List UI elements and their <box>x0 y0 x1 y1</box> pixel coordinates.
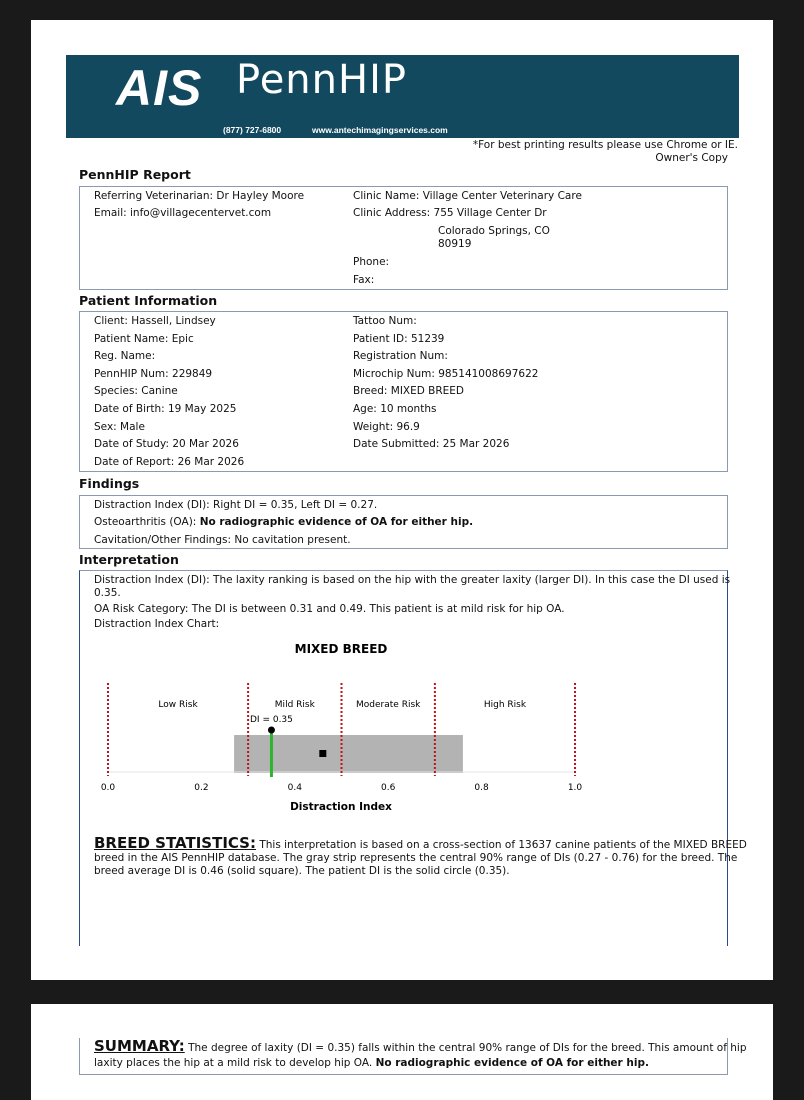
patient-di-label: DI = 0.35 <box>250 715 293 725</box>
interp-line3: Distraction Index Chart: <box>94 618 220 630</box>
patient-left-label: Client: <box>94 315 128 327</box>
patient-left-label: PennHIP Num: <box>94 367 169 380</box>
patient-right-label: Registration Num: <box>353 350 448 363</box>
report-page-2 <box>31 1004 773 1100</box>
breed-stats-line1: BREED STATISTICS: This interpretation is based on a cross-section of 13637 canine patients of the MIXED BREED <box>94 834 747 852</box>
banner-website: www.antechimagingservices.com <box>312 125 448 135</box>
pennhip-logo: PennHIP <box>236 57 408 103</box>
report-page-1 <box>31 20 773 980</box>
phone-label: Phone: <box>353 256 390 268</box>
patient-right-value: 25 Mar 2026 <box>439 438 510 451</box>
x-tick-label: 0.4 <box>287 783 302 793</box>
patient-right-row <box>353 403 436 415</box>
findings-di: Distraction Index (DI): Right DI = 0.35, Left DI = 0.27. <box>94 499 378 511</box>
breed-stats-heading: BREED STATISTICS: <box>94 834 256 852</box>
banner-phone: (877) 727-6800 <box>223 125 282 135</box>
patient-right-row <box>353 368 538 380</box>
patient-di-point <box>268 727 275 734</box>
patient-left-value: 20 Mar 2026 <box>168 438 239 451</box>
interp-line1b: 0.35. <box>94 587 121 599</box>
risk-zone-label: High Risk <box>483 700 527 710</box>
findings-title: Findings <box>79 476 140 491</box>
patient-left-row <box>94 438 239 450</box>
breed-statistics <box>94 834 747 878</box>
findings-oa: Osteoarthritis (OA): No radiographic evidence of OA for either hip. <box>94 516 474 528</box>
risk-zone-label: Low Risk <box>158 700 198 710</box>
x-tick-label: 1.0 <box>567 783 583 793</box>
clinic-address: Clinic Address: 755 Village Center Dr <box>353 207 547 219</box>
patient-right-label: Tattoo Num: <box>353 315 417 327</box>
patient-left-row <box>94 333 194 345</box>
distraction-index-chart <box>75 635 705 820</box>
patient-left-value: 19 May 2025 <box>164 403 237 415</box>
patient-right-row <box>353 438 509 450</box>
breed-range-strip <box>234 735 463 773</box>
report-box <box>79 186 728 290</box>
patient-left-row <box>94 315 216 327</box>
printing-note: *For best printing results please use Chrome or IE. <box>472 139 738 151</box>
ais-pennhip-banner <box>66 55 739 138</box>
ais-logo: AIS <box>116 60 203 116</box>
patient-info-title: Patient Information <box>79 293 218 308</box>
breed-average-marker <box>319 750 326 757</box>
patient-right-row <box>353 385 464 397</box>
interp-line2: OA Risk Category: The DI is between 0.31 and 0.49. This patient is at mild risk for hip OA. <box>94 603 565 615</box>
x-tick-label: 0.8 <box>474 783 489 793</box>
patient-left-label: Patient Name: <box>94 332 169 345</box>
patient-left-label: Sex: <box>94 420 117 433</box>
report-title: PennHIP Report <box>79 167 191 182</box>
patient-left-label: Date of Birth: <box>94 403 165 415</box>
patient-left-value: Epic <box>168 332 194 345</box>
patient-right-row <box>353 421 420 433</box>
patient-left-row <box>94 368 212 380</box>
patient-left-value: 229849 <box>168 367 213 380</box>
breed-stats-line2: breed in the AIS PennHIP database. The gray strip represents the central 90% range of DIs (0.27 - 0.76) for the breed. The <box>94 852 738 864</box>
chart-title: MIXED BREED <box>294 642 388 656</box>
x-tick-label: 0.6 <box>381 783 396 793</box>
patient-left-row <box>94 403 236 415</box>
clinic-address-line-2: Colorado Springs, CO <box>438 225 550 237</box>
patient-left-row <box>94 385 178 397</box>
summary-box <box>79 1037 747 1075</box>
clinic-name: Clinic Name: Village Center Veterinary Care <box>353 190 582 202</box>
patient-right-label: Weight: <box>353 420 394 433</box>
patient-right-label: Age: <box>353 403 377 415</box>
patient-right-value: MIXED BREED <box>387 385 465 398</box>
summary-line2: laxity places the hip at a mild risk to develop hip OA. No radiographic evidence of OA for either hip. <box>94 1057 649 1069</box>
patient-right-value: 985141008697622 <box>434 367 539 380</box>
patient-left-value: Male <box>116 420 145 433</box>
patient-right-label: Breed: <box>353 385 388 398</box>
patient-left-label: Date of Study: <box>94 438 169 451</box>
clinic-address-line-3: 80919 <box>438 238 472 250</box>
interp-line1a: Distraction Index (DI): The laxity ranking is based on the hip with the greater laxity (larger DI). In this case the DI used is <box>94 574 731 586</box>
risk-zone-label: Moderate Risk <box>356 700 421 710</box>
x-tick-label: 0.2 <box>194 783 209 793</box>
patient-left-label: Date of Report: <box>94 455 175 468</box>
patient-left-value: 26 Mar 2026 <box>174 455 245 468</box>
breed-stats-line3: breed average DI is 0.46 (solid square). The patient DI is the solid circle (0.35). <box>94 865 510 877</box>
patient-right-value: 10 months <box>376 403 437 415</box>
patient-right-label: Patient ID: <box>353 332 408 345</box>
patient-left-value: Hassell, Lindsey <box>127 315 216 327</box>
owners-copy: Owner's Copy <box>655 152 728 164</box>
summary-heading: SUMMARY: <box>94 1037 185 1055</box>
findings-box <box>79 495 728 549</box>
patient-left-label: Species: <box>94 385 138 398</box>
patient-right-row <box>353 333 444 345</box>
patient-right-label: Date Submitted: <box>353 438 440 451</box>
patient-left-label: Reg. Name: <box>94 350 156 363</box>
patient-right-row <box>353 315 417 327</box>
patient-left-row <box>94 350 155 362</box>
patient-left-row <box>94 456 244 468</box>
patient-left-value: Canine <box>137 385 178 398</box>
referring-vet: Referring Veterinarian: Dr Hayley Moore <box>94 190 305 202</box>
x-tick-label: 0.0 <box>100 783 116 793</box>
patient-right-value: 96.9 <box>393 420 420 433</box>
patient-right-row <box>353 350 448 362</box>
patient-right-value: 51239 <box>407 332 445 345</box>
risk-zone-label: Mild Risk <box>274 700 315 710</box>
findings-cavitation: Cavitation/Other Findings: No cavitation present. <box>94 534 351 546</box>
patient-left-row <box>94 421 145 433</box>
fax-label: Fax: <box>353 274 375 286</box>
patient-right-label: Microchip Num: <box>353 367 435 380</box>
patient-info-box <box>79 311 728 472</box>
interpretation-title: Interpretation <box>79 552 179 567</box>
chart-xlabel: Distraction Index <box>290 801 392 813</box>
email: Email: info@villagecentervet.com <box>94 207 272 219</box>
summary-line1: SUMMARY: The degree of laxity (DI = 0.35) falls within the central 90% range of DIs for the breed. This amount of hip <box>94 1037 747 1055</box>
